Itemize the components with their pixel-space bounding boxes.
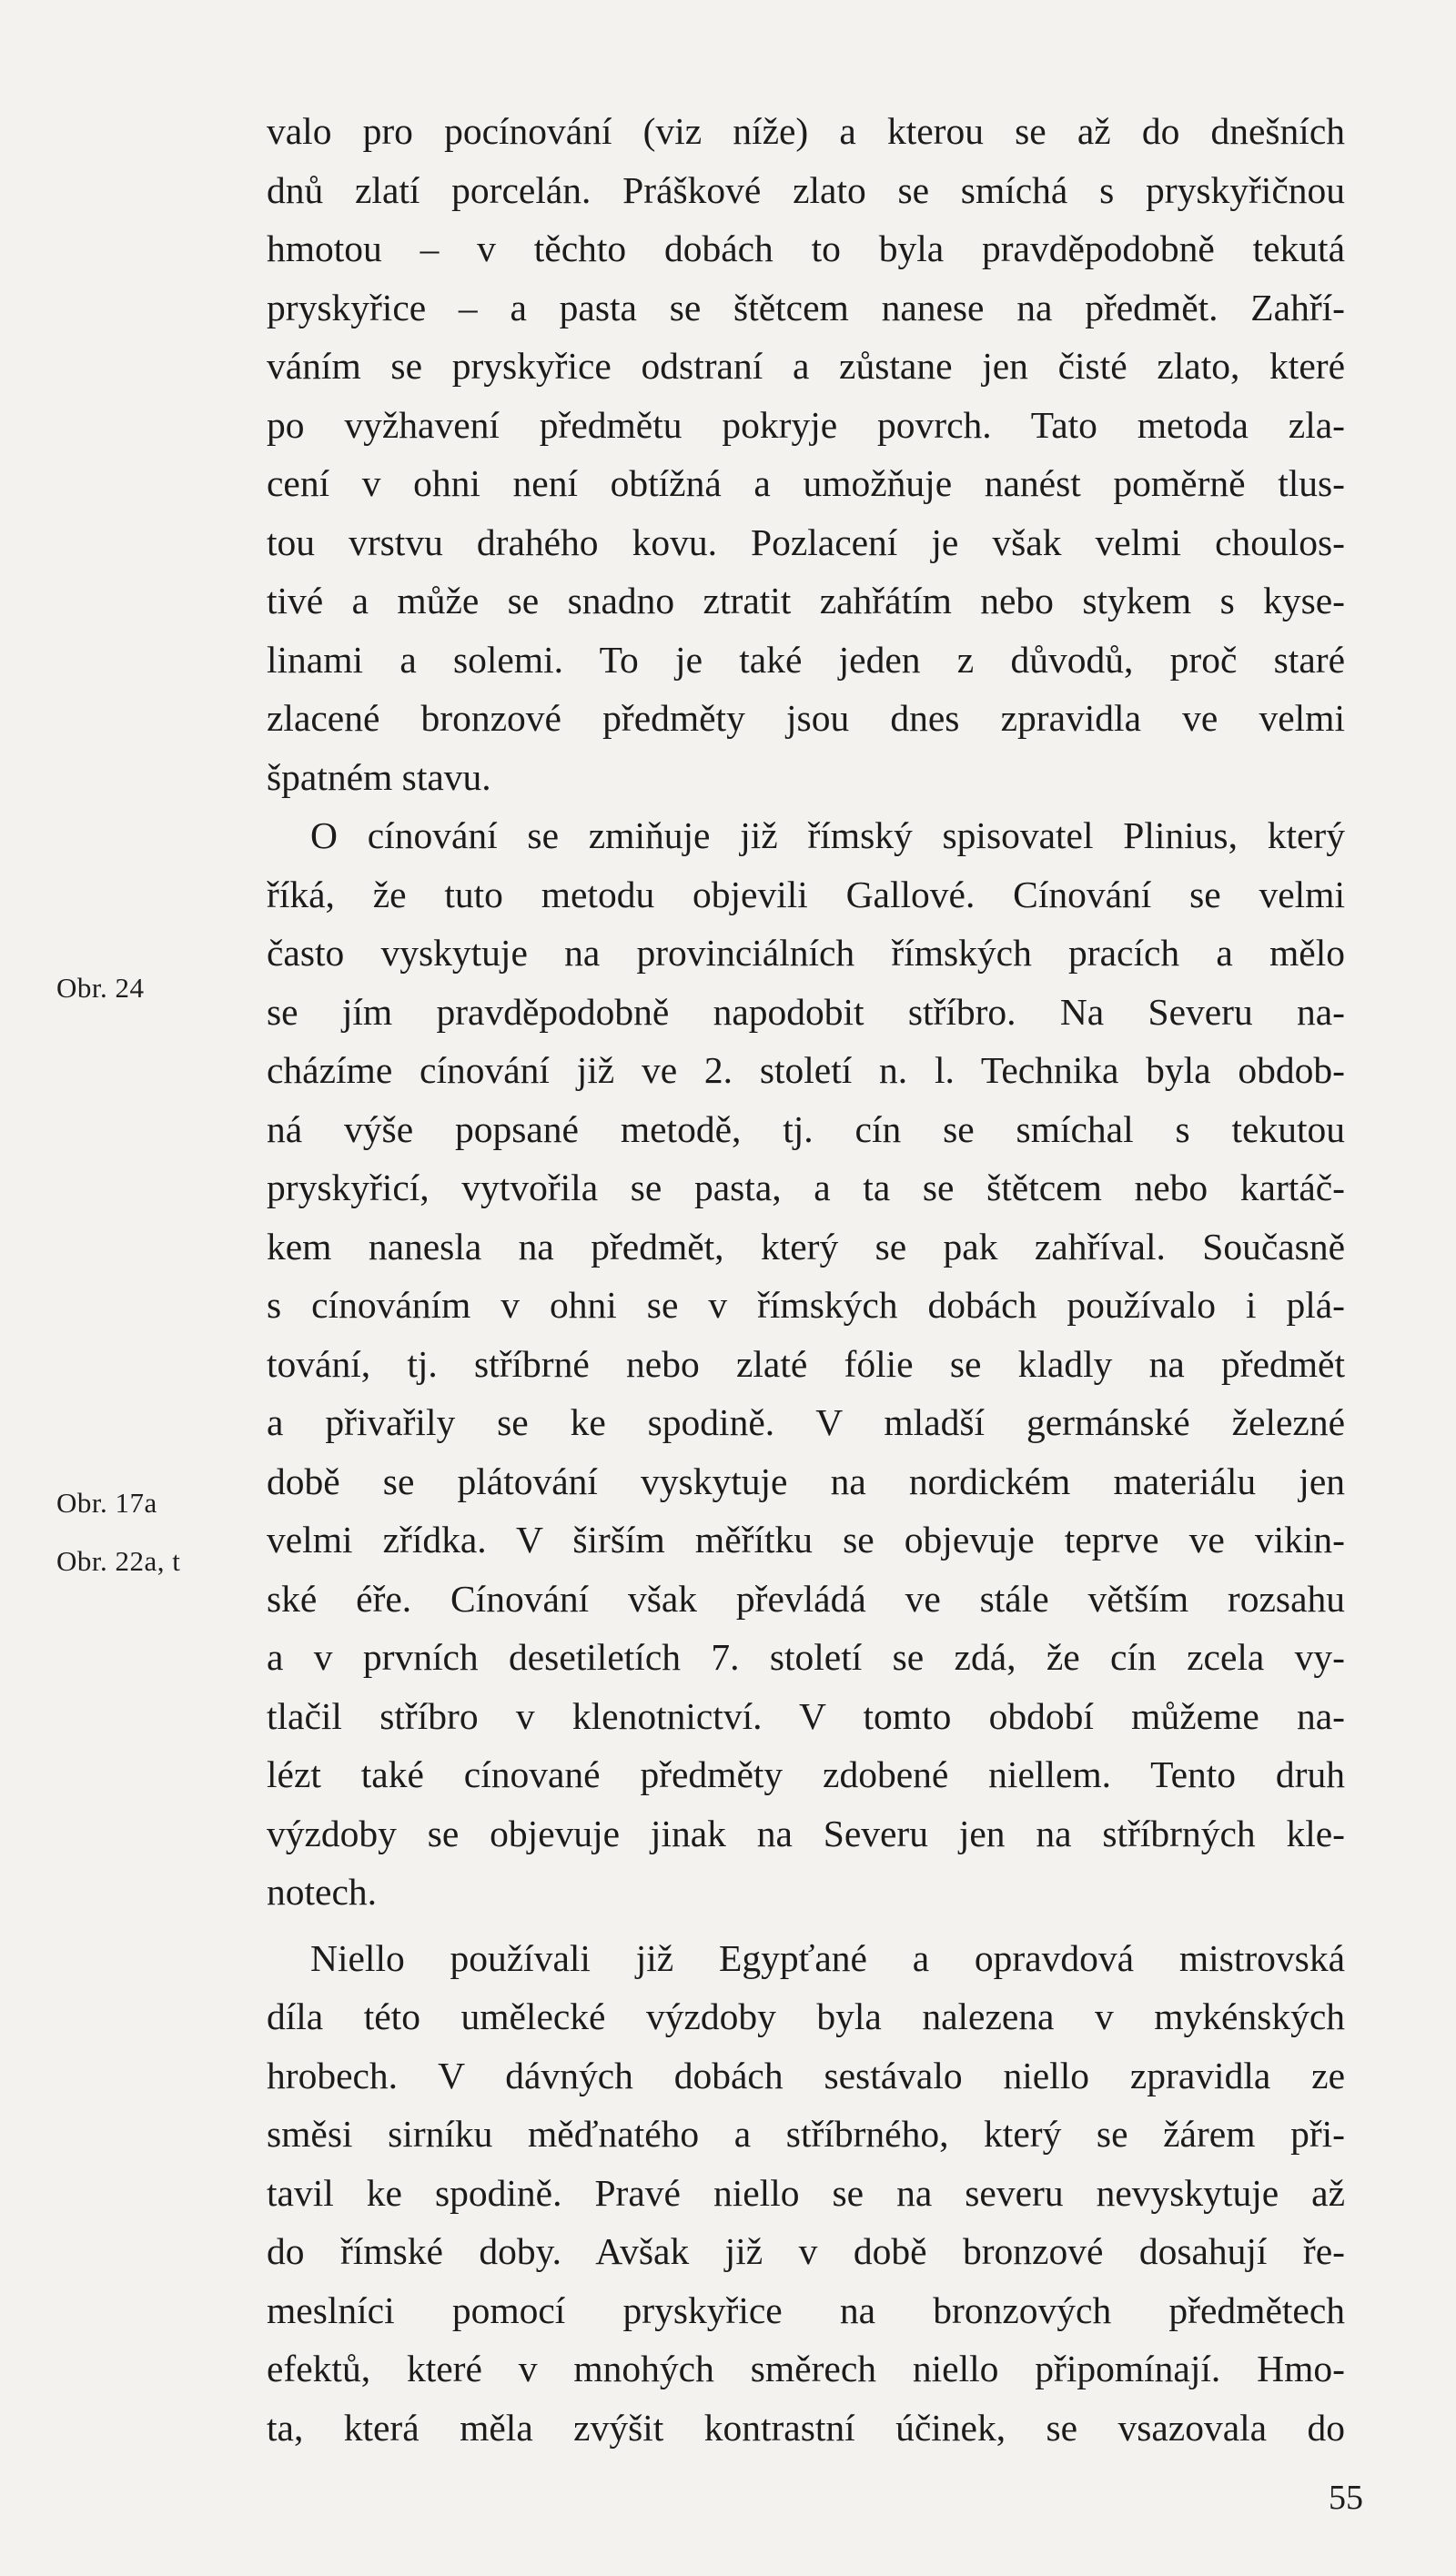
text-line: O cínování se zmiňuje již římský spisovatel Plinius, který: [310, 814, 1345, 856]
text-line: a v prvních desetiletích 7. století se zdá, že cín zcela vy-: [267, 1636, 1345, 1678]
text-line: meslníci pomocí pryskyřice na bronzových předmětech: [267, 2288, 1345, 2331]
text-line: Niello používali již Egypťané a opravdová mistrovská: [310, 1936, 1345, 1979]
text-line: směsi sirníku měďnatého a stříbrného, který se žárem při-: [267, 2113, 1345, 2155]
text-line: s cínováním v ohni se v římských dobách používalo i plá-: [267, 1284, 1345, 1326]
text-line: do římské doby. Avšak již v době bronzové dosahují ře-: [267, 2230, 1345, 2272]
margin-note-figure-ref: Obr. 24: [56, 972, 145, 1004]
text-line: tování, tj. stříbrné nebo zlaté fólie se kladly na předmět: [267, 1342, 1345, 1385]
text-line: kem nanesla na předmět, který se pak zahříval. Současně: [267, 1225, 1345, 1268]
text-line: pryskyřice – a pasta se štětcem nanese na předmět. Zahří-: [267, 286, 1345, 328]
text-line: váním se pryskyřice odstraní a zůstane jen čisté zlato, které: [267, 345, 1345, 387]
margin-note-figure-ref: Obr. 17a: [56, 1487, 157, 1519]
body-text: [267, 102, 1345, 2457]
text-line: velmi zřídka. V širším měřítku se objevuje teprve ve vikin-: [267, 1519, 1345, 1561]
text-line: době se plátování vyskytuje na nordickém materiálu jen: [267, 1460, 1345, 1502]
text-line: ské éře. Cínování však převládá ve stále větším rozsahu: [267, 1577, 1345, 1620]
text-line: notech.: [267, 1871, 377, 1913]
text-line: výzdoby se objevuje jinak na Severu jen na stříbrných kle-: [267, 1812, 1345, 1854]
text-line: pryskyřicí, vytvořila se pasta, a ta se štětcem nebo kartáč-: [267, 1167, 1345, 1208]
text-line: cení v ohni není obtížná a umožňuje nanést poměrně tlus-: [267, 462, 1345, 504]
text-line: ta, která měla zvýšit kontrastní účinek, se vsazovala do: [267, 2406, 1345, 2449]
margin-note-figure-ref: Obr. 22a, t: [56, 1545, 181, 1577]
text-line: lézt také cínované předměty zdobené niellem. Tento druh: [267, 1753, 1345, 1795]
text-line: tavil ke spodině. Pravé niello se na severu nevyskytuje až: [267, 2171, 1345, 2214]
text-line: často vyskytuje na provinciálních římských pracích a mělo: [267, 932, 1345, 974]
text-line: tlačil stříbro v klenotnictví. V tomto období můžeme na-: [267, 1694, 1345, 1737]
text-line: tou vrstvu drahého kovu. Pozlacení je však velmi choulos-: [267, 520, 1345, 563]
text-line: po vyžhavení předmětu pokryje povrch. Tato metoda zla-: [267, 403, 1345, 446]
text-line: hmotou – v těchto dobách to byla pravděpodobně tekutá: [267, 227, 1345, 269]
text-line: špatném stavu.: [267, 755, 491, 798]
text-line: efektů, které v mnohých směrech niello připomínají. Hmo-: [267, 2348, 1345, 2389]
text-line: se jím pravděpodobně napodobit stříbro. Na Severu na-: [267, 990, 1345, 1033]
text-line: hrobech. V dávných dobách sestávalo niello zpravidla ze: [267, 2054, 1345, 2096]
text-line: valo pro pocínování (viz níže) a kterou se až do dnešních: [267, 110, 1345, 152]
text-line: dnů zlatí porcelán. Práškové zlato se smíchá s pryskyřičnou: [267, 168, 1345, 211]
paragraph-gap: [267, 1922, 1345, 1929]
text-line: díla této umělecké výzdoby byla nalezena v mykénských: [267, 1995, 1345, 2037]
text-line: a přivařily se ke spodině. V mladší germánské železné: [267, 1401, 1345, 1443]
text-line: říká, že tuto metodu objevili Gallové. Cínování se velmi: [267, 873, 1345, 915]
text-line: linami a solemi. To je také jeden z důvodů, proč staré: [267, 638, 1345, 681]
text-line: ná výše popsané metodě, tj. cín se smíchal s tekutou: [267, 1107, 1345, 1150]
text-line: tivé a může se snadno ztratit zahřátím nebo stykem s kyse-: [267, 580, 1345, 621]
text-line: zlacené bronzové předměty jsou dnes zpravidla ve velmi: [267, 697, 1345, 739]
page-number: 55: [1329, 2479, 1363, 2517]
text-line: cházíme cínování již ve 2. století n. l. Technika byla obdob-: [267, 1049, 1345, 1091]
